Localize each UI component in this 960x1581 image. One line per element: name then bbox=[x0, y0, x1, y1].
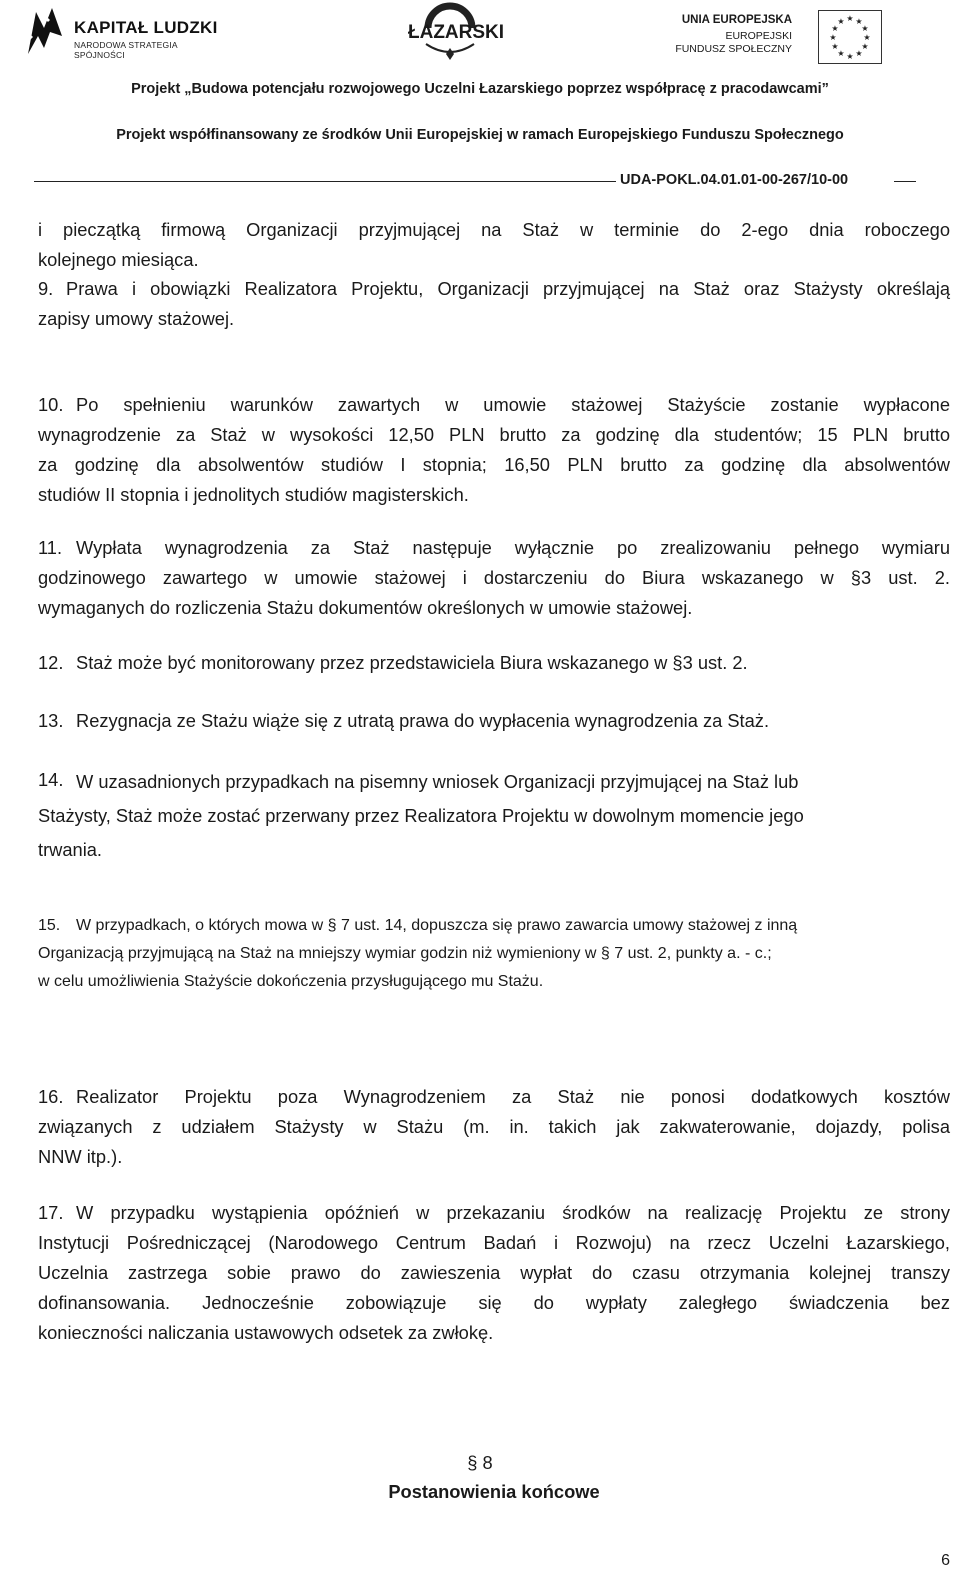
header-rule-right bbox=[894, 181, 916, 182]
list-number: 16. bbox=[38, 1086, 64, 1107]
text-line: Wypłata wynagrodzenia za Staż następuje wyłącznie po zrealizowaniu pełnego wymiaru bbox=[76, 537, 950, 558]
lazarski-logo bbox=[408, 2, 505, 62]
svg-text:★: ★ bbox=[863, 33, 871, 42]
svg-text:★: ★ bbox=[837, 17, 845, 26]
text-line: dofinansowania. Jednocześnie zobowiązuje się do wypłaty zaległego świadczenia bez bbox=[38, 1292, 950, 1313]
list-number: 17. bbox=[38, 1202, 64, 1223]
text-line: Uczelnia zastrzega sobie prawo do zawieszenia wypłat do czasu otrzymania kolejnej transzy bbox=[38, 1262, 950, 1283]
text-line: trwania. bbox=[38, 839, 103, 860]
kapital-ludzki-title: KAPITAŁ LUDZKI bbox=[74, 18, 218, 37]
list-number: 11. bbox=[38, 537, 63, 558]
text-line: godzinowego zawartego w umowie stażowej i dostarczeniu do Biura wskazanego w §3 ust. 2. bbox=[38, 567, 950, 588]
funding-line: Projekt współfinansowany ze środków Unii Europejskiej w ramach Europejskiego Funduszu Społecznego bbox=[116, 127, 844, 143]
paragraph-14-cont bbox=[38, 799, 950, 867]
text-line: W uzasadnionych przypadkach na pisemny wniosek Organizacji przyjmującej na Staż lub bbox=[76, 771, 799, 792]
paragraph-8-continuation bbox=[38, 215, 950, 275]
text-line: W przypadku wystąpienia opóźnień w przekazaniu środków na realizację Projektu ze strony bbox=[76, 1202, 950, 1223]
paragraph-10 bbox=[38, 390, 950, 510]
eu-flag-icon bbox=[818, 10, 882, 64]
list-number: 10. bbox=[38, 394, 64, 415]
text-line: Realizator Projektu poza Wynagrodzeniem za Staż nie ponosi dodatkowych kosztów bbox=[76, 1086, 950, 1107]
text-line: Prawa i obowiązki Realizatora Projektu, Organizacji przyjmującej na Staż oraz Stażysty określają bbox=[66, 278, 950, 299]
section-title: Postanowienia końcowe bbox=[388, 1481, 600, 1502]
lazarski-name: ŁAZARSKI bbox=[408, 22, 505, 43]
text-line: Organizacją przyjmującą na Staż na mniejszy wymiar godzin niż wymieniony w § 7 ust. 2, punkty a. - c.; bbox=[38, 945, 772, 962]
list-number: 14. bbox=[38, 769, 64, 790]
paragraph-11 bbox=[38, 533, 950, 623]
svg-text:★: ★ bbox=[831, 42, 839, 51]
svg-text:★: ★ bbox=[855, 17, 863, 26]
text-line: zapisy umowy stażowej. bbox=[38, 308, 235, 329]
list-number: 12. bbox=[38, 652, 64, 673]
text-line: i pieczątką firmową Organizacji przyjmującej na Staż w terminie do 2-ego dnia roboczego bbox=[38, 219, 950, 240]
svg-text:★: ★ bbox=[846, 52, 854, 61]
paragraph-9 bbox=[66, 274, 950, 304]
section-mark: § 8 bbox=[467, 1452, 493, 1473]
list-number: 9. bbox=[38, 278, 54, 299]
text-line: za godzinę dla absolwentów studiów I stopnia; 16,50 PLN brutto za godzinę dla absolwentów bbox=[38, 454, 950, 475]
svg-text:★: ★ bbox=[861, 42, 869, 51]
svg-text:★: ★ bbox=[837, 49, 845, 58]
header-rule-left bbox=[34, 181, 616, 182]
eu-line3: FUNDUSZ SPOŁECZNY bbox=[675, 43, 792, 55]
svg-text:★: ★ bbox=[855, 49, 863, 58]
text-line: Stażysty, Staż może zostać przerwany przez Realizatora Projektu w dowolnym momencie jego bbox=[38, 805, 804, 826]
kapital-ludzki-subtitle: NARODOWA STRATEGIA SPÓJNOŚCI bbox=[74, 40, 178, 60]
project-code: UDA-POKL.04.01.01-00-267/10-00 bbox=[620, 172, 849, 188]
svg-text:★: ★ bbox=[846, 14, 854, 23]
svg-text:★: ★ bbox=[831, 24, 839, 33]
text-line: Po spełnieniu warunków zawartych w umowie stażowej Stażyście zostanie wypłacone bbox=[76, 394, 950, 415]
paragraph-17 bbox=[38, 1198, 950, 1348]
text-line: w celu umożliwienia Stażyście dokończenia przysługującego mu Stażu. bbox=[38, 973, 544, 990]
text-line: wymaganych do rozliczenia Stażu dokumentów określonych w umowie stażowej. bbox=[38, 597, 693, 618]
paragraph-9-cont bbox=[38, 304, 950, 334]
svg-text:★: ★ bbox=[829, 33, 837, 42]
kapital-ludzki-logo bbox=[22, 6, 222, 58]
list-number: 13. bbox=[38, 710, 64, 731]
paragraph-15 bbox=[38, 912, 950, 996]
text-line: wynagrodzenie za Staż w wysokości 12,50 PLN brutto za godzinę dla studentów; 15 PLN brutto bbox=[38, 424, 950, 445]
kapital-ludzki-emblem-icon bbox=[22, 6, 68, 58]
text-line: W przypadkach, o których mowa w § 7 ust. 14, dopuszcza się prawo zawarcia umowy stażowej z inną bbox=[76, 917, 798, 934]
paragraph-16 bbox=[38, 1082, 950, 1172]
text-line: Instytucji Pośredniczącej (Narodowego Centrum Badań i Rozwoju) na rzecz Uczelni Łazarskiego, bbox=[38, 1232, 950, 1253]
paragraph-14 bbox=[76, 765, 950, 799]
text-line: NNW itp.). bbox=[38, 1146, 123, 1167]
paragraph-12: Staż może być monitorowany przez przedstawiciela Biura wskazanego w §3 ust. 2. bbox=[76, 652, 748, 673]
text-line: konieczności naliczania ustawowych odsetek za zwłokę. bbox=[38, 1322, 494, 1343]
eu-line1: UNIA EUROPEJSKA bbox=[681, 14, 792, 26]
page-number: 6 bbox=[941, 1552, 950, 1569]
text-line: kolejnego miesiąca. bbox=[38, 249, 199, 270]
text-line: związanych z udziałem Stażysty w Stażu (m. in. takich jak zakwaterowanie, dojazdy, polisa bbox=[38, 1116, 950, 1137]
paragraph-13: Rezygnacja ze Stażu wiąże się z utratą prawa do wypłacenia wynagrodzenia za Staż. bbox=[76, 710, 770, 731]
eu-line2: EUROPEJSKI bbox=[725, 30, 792, 42]
text-line: studiów II stopnia i jednolitych studiów magisterskich. bbox=[38, 484, 469, 505]
eu-logo bbox=[675, 10, 882, 66]
list-number: 15. bbox=[38, 917, 61, 934]
project-title-line: Projekt „Budowa potencjału rozwojowego Uczelni Łazarskiego poprzez współpracę z pracodawcami” bbox=[131, 81, 829, 97]
svg-text:★: ★ bbox=[861, 24, 869, 33]
